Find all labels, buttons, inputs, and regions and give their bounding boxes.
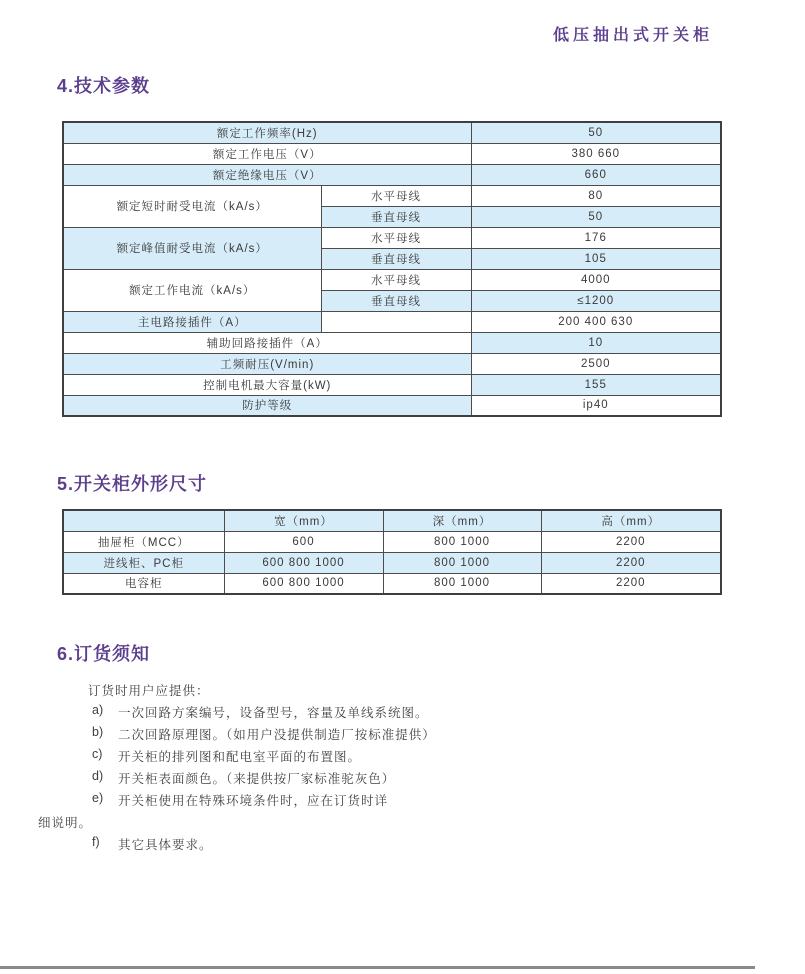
list-item-text: 其它具体要求。 <box>118 838 213 852</box>
section-heading-tech-params: 4.技术参数 <box>57 76 151 96</box>
table-row <box>63 353 721 374</box>
cell-value: 50 <box>471 122 721 143</box>
cell-sublabel: 垂直母线 <box>321 290 471 311</box>
dimensions-table <box>62 509 722 595</box>
list-item-marker: b) <box>92 725 104 739</box>
section-heading-ordering: 6.订货须知 <box>57 644 151 664</box>
cell-label: 控制电机最大容量(kW) <box>63 374 471 395</box>
cell-value: 600 800 1000 <box>224 573 383 594</box>
table-row <box>63 531 721 552</box>
cell-empty <box>321 311 471 332</box>
cell-label: 主电路接插件（A） <box>63 311 321 332</box>
column-header-width: 宽（mm） <box>224 510 383 531</box>
cell-value: 50 <box>471 206 721 227</box>
column-header-height: 高（mm） <box>541 510 721 531</box>
list-item-marker: d) <box>92 769 104 783</box>
table-header-row <box>63 510 721 531</box>
list-item-text: 二次回路原理图。（如用户没提供制造厂按标准提供） <box>118 728 436 742</box>
list-item-marker: f) <box>92 835 100 849</box>
ordering-intro: 订货时用户应提供： <box>88 684 210 698</box>
table-row <box>63 573 721 594</box>
cell-value: ≤1200 <box>471 290 721 311</box>
column-header-depth: 深（mm） <box>383 510 541 531</box>
cell-value: 2200 <box>541 552 721 573</box>
list-item-text: 开关柜使用在特殊环境条件时，应在订货时详 <box>118 794 389 808</box>
cell-value: 105 <box>471 248 721 269</box>
cell-value: 800 1000 <box>383 552 541 573</box>
table-row <box>63 374 721 395</box>
page-title: 低压抽出式开关柜 <box>553 27 714 44</box>
list-item-continuation: 细说明。 <box>38 816 93 830</box>
cell-value: 380 660 <box>471 143 721 164</box>
list-item-marker: e) <box>92 791 104 805</box>
list-item <box>92 835 213 853</box>
cell-value: 2200 <box>541 531 721 552</box>
cell-label: 额定峰值耐受电流（kA/s） <box>63 227 321 269</box>
cell-empty <box>63 510 224 531</box>
list-item <box>92 725 436 743</box>
table-row <box>63 311 721 332</box>
cell-label: 辅助回路接插件（A） <box>63 332 471 353</box>
list-item-marker: a) <box>92 703 104 717</box>
list-item <box>92 747 361 765</box>
table-row <box>63 185 721 206</box>
cell-label: 防护等级 <box>63 395 471 416</box>
cell-sublabel: 水平母线 <box>321 269 471 290</box>
cell-value: 660 <box>471 164 721 185</box>
list-item-text: 一次回路方案编号，设备型号，容量及单线系统图。 <box>118 706 429 720</box>
cell-label: 抽屉柜（MCC） <box>63 531 224 552</box>
page-footer-divider <box>0 966 755 969</box>
section-heading-dimensions: 5.开关柜外形尺寸 <box>57 474 208 494</box>
table-row <box>63 552 721 573</box>
cell-label: 额定工作频率(Hz) <box>63 122 471 143</box>
list-item <box>92 703 429 721</box>
cell-value: 4000 <box>471 269 721 290</box>
cell-value: 600 800 1000 <box>224 552 383 573</box>
cell-value: ip40 <box>471 395 721 416</box>
cell-value: 155 <box>471 374 721 395</box>
cell-value: 600 <box>224 531 383 552</box>
cell-value: 200 400 630 <box>471 311 721 332</box>
cell-label: 额定工作电压（V） <box>63 143 471 164</box>
cell-label: 额定工作电流（kA/s） <box>63 269 321 311</box>
list-item-text: 开关柜的排列图和配电室平面的布置图。 <box>118 750 362 764</box>
table-row <box>63 395 721 416</box>
table-row <box>63 269 721 290</box>
cell-sublabel: 垂直母线 <box>321 206 471 227</box>
cell-label: 额定绝缘电压（V） <box>63 164 471 185</box>
cell-value: 10 <box>471 332 721 353</box>
cell-value: 800 1000 <box>383 573 541 594</box>
cell-value: 2200 <box>541 573 721 594</box>
list-item <box>92 769 395 787</box>
cell-value: 80 <box>471 185 721 206</box>
list-item <box>92 791 388 809</box>
table-row <box>63 143 721 164</box>
tech-params-table <box>62 121 722 417</box>
cell-label: 电容柜 <box>63 573 224 594</box>
cell-label: 进线柜、PC柜 <box>63 552 224 573</box>
table-row <box>63 122 721 143</box>
cell-label: 工频耐压(V/min) <box>63 353 471 374</box>
cell-value: 800 1000 <box>383 531 541 552</box>
cell-value: 176 <box>471 227 721 248</box>
list-item-marker: c) <box>92 747 103 761</box>
table-row <box>63 332 721 353</box>
cell-sublabel: 垂直母线 <box>321 248 471 269</box>
list-item-text: 开关柜表面颜色。（来提供按厂家标准驼灰色） <box>118 772 396 786</box>
cell-value: 2500 <box>471 353 721 374</box>
table-row <box>63 227 721 248</box>
table-row <box>63 164 721 185</box>
cell-label: 额定短时耐受电流（kA/s） <box>63 185 321 227</box>
cell-sublabel: 水平母线 <box>321 227 471 248</box>
cell-sublabel: 水平母线 <box>321 185 471 206</box>
